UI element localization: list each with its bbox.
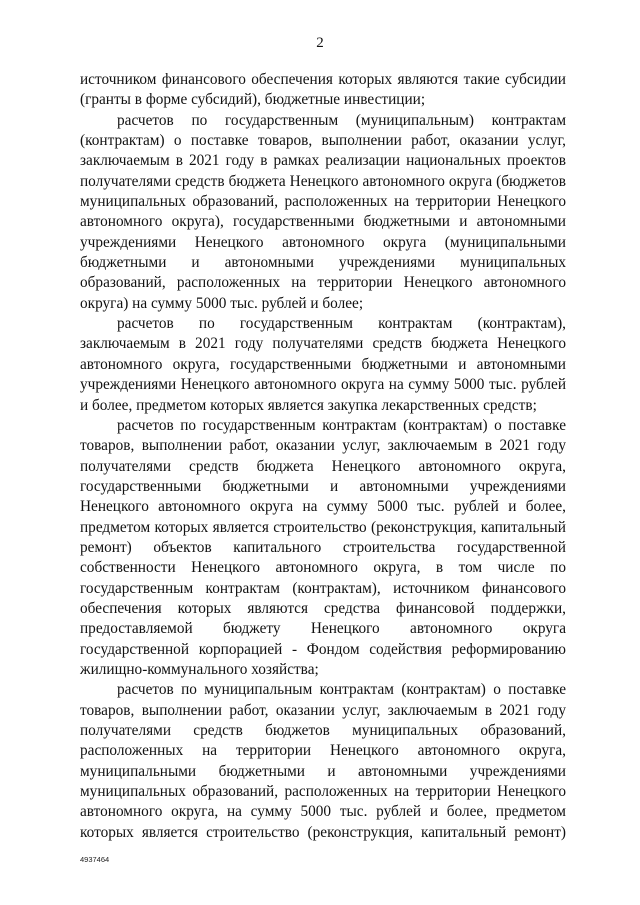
document-id: 4937464 xyxy=(80,855,110,864)
paragraph-national-projects-contracts: расчетов по государственным (муниципальным) контрактам (контрактам) о поставке товаров, выполнении работ, оказании услуг, заключаемым в 2021 году в рамках реализации национальных проектов получателями средств бюджета Ненецкого автономного округа (бюджетов муниципальных образований, расположенных на территории Ненецкого автономного округа), государственными бюджетными и автономными учреждениями Ненецкого автономного округа (муниципальными бюджетными и автономными учреждениями муниципальных образований, расположенных на территории Ненецкого автономного округа) на сумму 5000 тыс. рублей и более; xyxy=(80,111,566,312)
paragraph-municipal-contracts: расчетов по муниципальным контрактам (контрактам) о поставке товаров, выполнении работ, оказании услуг, заключаемым в 2021 году получателями средств бюджетов муниципальных образований, расположенных на территории Ненецкого автономного округа, муниципальными бюджетными и автономными учреждениями муниципальных образований, расположенных на территории Ненецкого автономного округа, на сумму 5000 тыс. рублей и более, предметом которых является строительство (реконструкция, капитальный ремонт) xyxy=(80,681,566,841)
paragraph-medicines-contracts: расчетов по государственным контрактам (контрактам), заключаемым в 2021 году получателями средств бюджета Ненецкого автономного округа, государственными бюджетными и автономными учреждениями Ненецкого автономного округа на сумму 5000 тыс. рублей и более, предметом которых является закупка лекарственных средств; xyxy=(80,315,566,414)
document-body xyxy=(80,70,566,843)
paragraph-construction-contracts: расчетов по государственным контрактам (контрактам) о поставке товаров, выполнении работ, оказании услуг, заключаемым в 2021 году получателями средств бюджета Ненецкого автономного округа, государственными бюджетными и автономными учреждениями Ненецкого автономного округа на сумму 5000 тыс. рублей и более, предметом которых является строительство (реконструкция, капитальный ремонт) объектов капитального строительства государственной собственности Ненецкого автономного округа, в том числе по государственным контрактам (контрактам), источником финансового обеспечения которых являются средства финансовой поддержки, предоставляемой бюджету Ненецкого автономного округа государственной корпорацией - Фондом содействия реформированию жилищно-коммунального хозяйства; xyxy=(80,416,566,678)
paragraph-continuation: источником финансового обеспечения которых являются такие субсидии (гранты в форме субсидий), бюджетные инвестиции; xyxy=(80,71,566,109)
page-number: 2 xyxy=(316,35,324,51)
